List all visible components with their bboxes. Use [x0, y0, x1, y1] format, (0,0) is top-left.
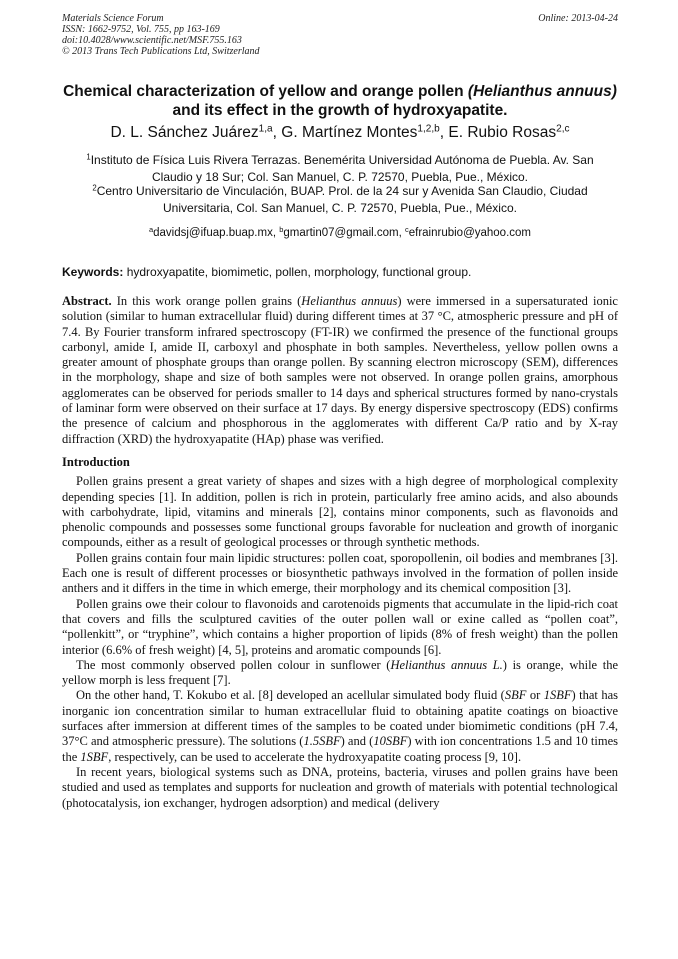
author-name: E. Rubio Rosas — [448, 124, 557, 141]
article-body — [62, 294, 618, 811]
affiliation-1: $^1$Instituto de Física Luis Rivera Terrazas. Benemérita Universidad Autónoma de Puebla. Av. San Claudio y 18 Sur; Col. San Manuel, C. P. 72570, Puebla, Pue., México. — [86, 152, 594, 184]
keywords — [62, 265, 618, 280]
journal-issn: ISSN: 1662-9752, Vol. 755, pp 163-169 — [62, 24, 220, 35]
online-date: Online: 2013-04-24 — [538, 13, 618, 24]
paragraph: In recent years, biological systems such as DNA, proteins, bacteria, viruses and pollen grains have been studied and used as templates and supports for nucleation and growth of materials with potential technological (photocatalysis, ion exchanger, hydrogen adsorption) and medical (delivery — [62, 764, 618, 810]
paragraph: On the other hand, T. Kokubo et al. [8] developed an acellular simulated body fluid (SBF or 1SBF) that has inorganic ion concentration similar to human extracellular fluid to obtaining apatite coatings on bioactive surfaces after immersion at different times of the samples to be coated under biomimetic conditions (pH 7.4, 37°C and atmospheric pressure). The solutions (1.5SBF) and (10SBF) with ion concentrations 1.5 and 10 times the 1SBF, respectively, can be used to accelerate the hydroxyapatite coating process [9, 10]. — [62, 688, 619, 764]
paragraph: Pollen grains present a great variety of shapes and sizes with a high degree of morphological complexity depending species [1]. In addition, pollen is rich in protein, particularly free amino acids, and also abounds with carbohydrate, lipid, vitamins and minerals [2], contains minor components, such as flavonoids and phenolic compounds and possesses some functional groups favorable for nucleation and growth of inorganic compounds, either as a result of geological processes or through synthetic methods. — [62, 474, 618, 550]
author-name: D. L. Sánchez Juárez — [110, 124, 259, 141]
paragraph: Pollen grains contain four main lipidic structures: pollen coat, sporopollenin, oil bodies and membranes [3]. Each one is result of different processes or biosynthetic pathways involved in the formation of pollen inside anthers and it differs in the time in which emerge, their morphology and its chemical composition [3]. — [62, 550, 618, 596]
paragraph: The most commonly observed pollen colour in sunflower (Helianthus annuus L.) is orange, while the yellow morph is less frequent [7]. — [62, 657, 618, 688]
journal-header — [62, 13, 618, 57]
keywords-label: Keywords: — [62, 265, 124, 279]
section-heading-introduction: Introduction — [62, 454, 130, 469]
email-link[interactable]: efrainrubio@yahoo.com — [408, 227, 532, 239]
email-list: $^a$davidsj@ifuap.buap.mx, $^b$gmartin07@gmail.com, $^c$efrainrubio@yahoo.com — [148, 224, 532, 239]
journal-info — [62, 13, 618, 57]
journal-name: Materials Science Forum — [62, 13, 164, 24]
abstract-label: Abstract. — [62, 294, 112, 308]
journal-doi: doi:10.4028/www.scientific.net/MSF.755.163 — [62, 35, 242, 46]
email-link[interactable]: davidsj@ifuap.buap.mx — [153, 227, 273, 239]
author-list: D. L. Sánchez Juárez$^{1,a}$, G. Martínez Montes$^{1,2,b}$, E. Rubio Rosas$^{2,c}$ — [110, 123, 570, 141]
email-link[interactable]: gmartin07@gmail.com — [283, 227, 399, 239]
paragraph: Pollen grains owe their colour to flavonoids and carotenoids pigments that accumulate in the lipid-rich coat that covers and fills the sculptured cavities of the outer pollen wall or exine called as “pollen coat”, “pollenkitt”, or “tryphine”, which contains a higher proportion of lipids (8% of fresh weight) than the pollen interior (6.6% of fresh weight) [4, 5], proteins and aromatic compounds [6]. — [62, 596, 618, 657]
journal-copyright: © 2013 Trans Tech Publications Ltd, Switzerland — [62, 46, 260, 57]
affiliation-2: $^2$Centro Universitario de Vinculación, BUAP. Prol. de la 24 sur y Avenida San Claudio, Ciudad Universitaria, Col. San Manuel, C. P. 72570, Puebla, Pue., México. — [92, 183, 588, 215]
paper-title: Chemical characterization of yellow and orange pollen (Helianthus annuus) and its effect in the growth of hydroxyapatite. — [63, 83, 617, 119]
keywords-text: hydroxyapatite, biomimetic, pollen, morphology, functional group. — [123, 265, 472, 279]
abstract: Abstract. In this work orange pollen grains (Helianthus annuus) were immersed in a supersaturated ionic solution (similar to human extracellular fluid) during different times at 37 °C, atmospheric pressure and pH of 7.4. By Fourier transform infrared spectroscopy (FT-IR) we confirmed the presence of the functional groups carbonyl, amide I, amide II, carboxyl and phosphate in both samples. Nevertheless, yellow pollen owns a greater amount of phosphate groups than orange pollen. By scanning electron microscopy (SEM), differences in the morphology, shape and size of both samples were not observed. In orange pollen grains, amorphous agglomerates can be observed for periods smaller to 14 days and spherical structures formed by nano-crystals of laminar form were observed on their surface at 17 days. By energy dispersive spectroscopy (EDS) confirms the presence of calcium and phosphorous in the agglomerates with different Ca/P ratio and by X-ray diffraction (XRD) the hydroxyapatite (HAp) phase was verified. — [62, 294, 618, 446]
author-name: G. Martínez Montes — [281, 124, 418, 141]
